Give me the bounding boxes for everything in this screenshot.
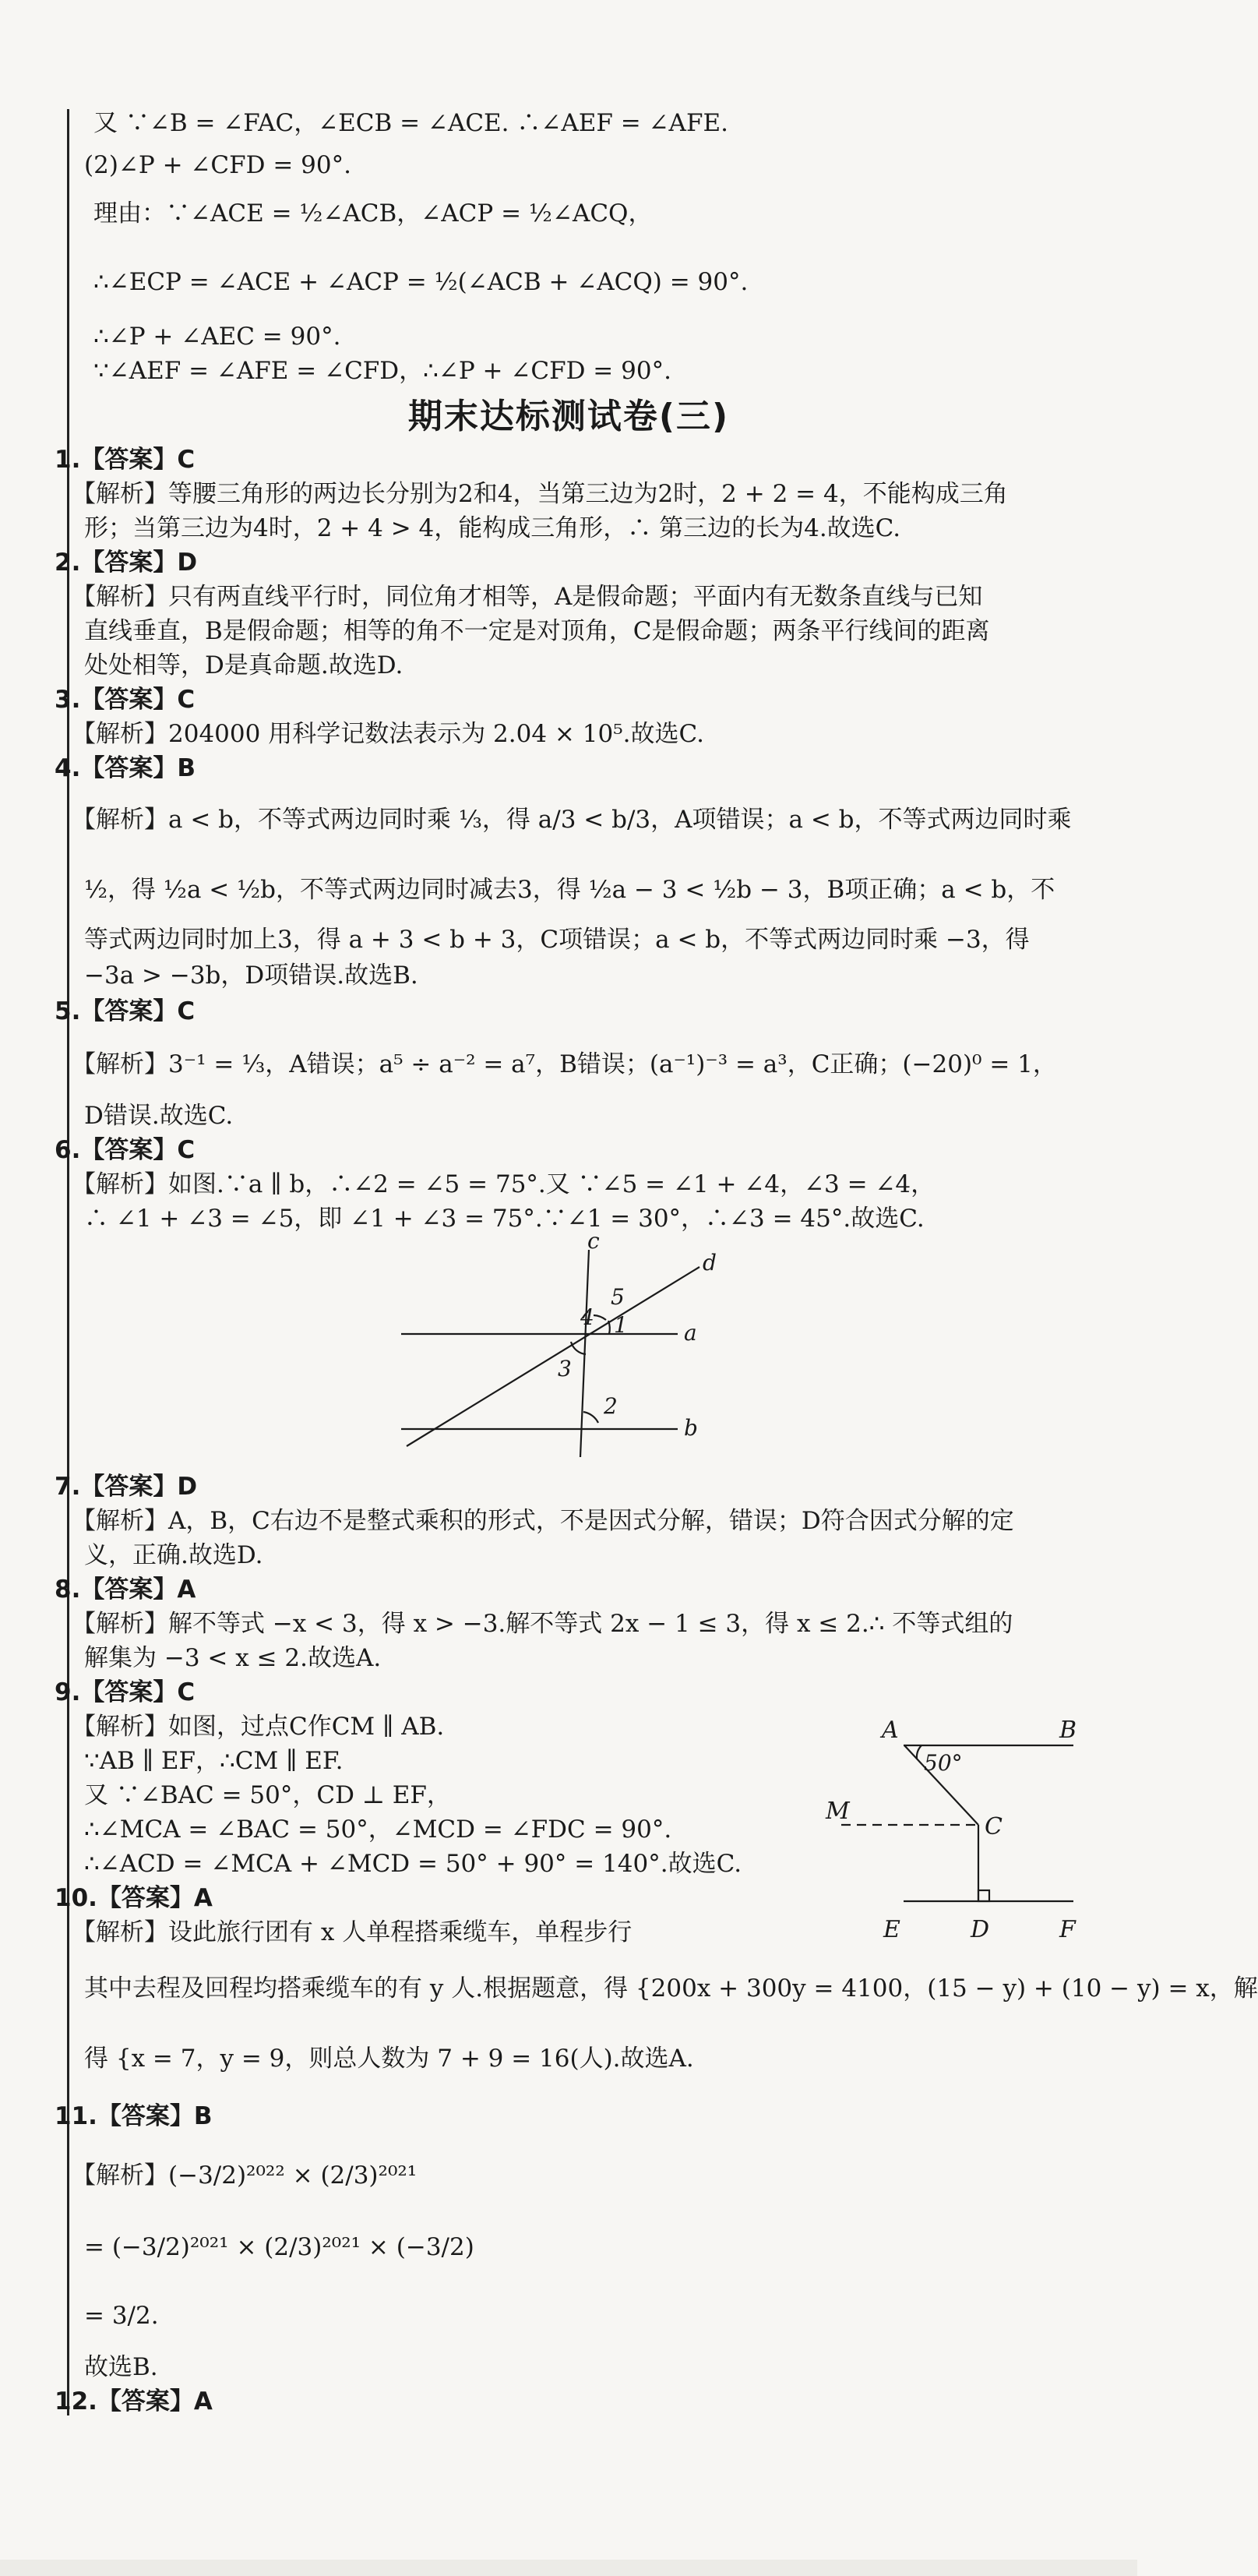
section-title: 期末达标测试卷(三) xyxy=(407,397,730,436)
analysis-6-line-1: 【解析】如图.∵a ∥ b，∴∠2 = ∠5 = 75°.又 ∵∠5 = ∠1 + ∠4，∠3 = ∠4， xyxy=(72,1170,936,1198)
analysis-4-line-4: −3a > −3b，D项错误.故选B. xyxy=(84,962,418,990)
analysis-4-line-2: ½，得 ½a < ½b，不等式两边同时减去3，得 ½a − 3 < ½b − 3，B项正确；a < b，不 xyxy=(84,876,1055,904)
analysis-7-line-1: 【解析】A，B，C右边不是整式乘积的形式，不是因式分解，错误；D符合因式分解的定 xyxy=(72,1507,1014,1535)
label-1: 1 xyxy=(614,1312,628,1338)
answer-6: 6.【答案】C xyxy=(55,1136,196,1164)
label-50deg: 50° xyxy=(924,1750,963,1776)
analysis-9-line-3: 又 ∵∠BAC = 50°，CD ⊥ EF， xyxy=(84,1781,451,1809)
analysis-10-line-1: 【解析】设此旅行团有 x 人单程搭乘缆车，单程步行 xyxy=(72,1918,633,1946)
label-B: B xyxy=(1059,1717,1077,1744)
answer-11: 11.【答案】B xyxy=(55,2102,213,2130)
analysis-8-line-1: 【解析】解不等式 −x < 3，得 x > −3.解不等式 2x − 1 ≤ 3，得 x ≤ 2.∴ 不等式组的 xyxy=(72,1610,1013,1638)
analysis-9-line-5: ∴∠ACD = ∠MCA + ∠MCD = 50° + 90° = 140°.故选C. xyxy=(84,1850,742,1878)
label-b: b xyxy=(684,1415,698,1441)
label-c: c xyxy=(587,1228,600,1254)
figure-cm-parallel xyxy=(826,1711,1091,1945)
label-4: 4 xyxy=(580,1304,594,1330)
analysis-1-line-2: 形；当第三边为4时，2 + 4 > 4，能构成三角形，∴ 第三边的长为4.故选C. xyxy=(84,514,901,542)
analysis-9-line-2: ∵AB ∥ EF，∴CM ∥ EF. xyxy=(84,1747,344,1775)
analysis-11-line-2: = (−3/2)²⁰²¹ × (2/3)²⁰²¹ × (−3/2) xyxy=(84,2233,474,2261)
analysis-7-line-2: 义，正确.故选D. xyxy=(84,1541,263,1569)
answer-12: 12.【答案】A xyxy=(55,2387,213,2415)
analysis-6-line-2: ∴ ∠1 + ∠3 = ∠5，即 ∠1 + ∠3 = 75°.∵∠1 = 30°，∴∠3 = 45°.故选C. xyxy=(84,1205,925,1233)
label-D: D xyxy=(971,1916,990,1943)
top-line-1: 又 ∵∠B = ∠FAC，∠ECB = ∠ACE. ∴∠AEF = ∠AFE. xyxy=(93,109,728,137)
label-A: A xyxy=(882,1717,899,1744)
analysis-2-line-1: 【解析】只有两直线平行时，同位角才相等，A是假命题；平面内有无数条直线与已知 xyxy=(72,583,983,611)
analysis-9-line-4: ∴∠MCA = ∠BAC = 50°，∠MCD = ∠FDC = 90°. xyxy=(84,1816,672,1844)
top-line-3: 理由：∵∠ACE = ½∠ACB，∠ACP = ½∠ACQ， xyxy=(93,199,653,228)
label-M: M xyxy=(826,1798,850,1825)
analysis-10-line-2: 其中去程及回程均搭乘缆车的有 y 人.根据题意，得 {200x + 300y = 4100，(15 − y) + (10 − y) = x，解 xyxy=(84,1974,1258,2003)
answer-2: 2.【答案】D xyxy=(55,549,198,577)
label-2: 2 xyxy=(604,1393,618,1419)
analysis-8-line-2: 解集为 −3 < x ≤ 2.故选A. xyxy=(84,1644,382,1672)
label-a: a xyxy=(684,1320,697,1346)
answer-5: 5.【答案】C xyxy=(55,997,196,1025)
top-line-6: ∵∠AEF = ∠AFE = ∠CFD，∴∠P + ∠CFD = 90°. xyxy=(93,357,671,385)
analysis-9-line-1: 【解析】如图，过点C作CM ∥ AB. xyxy=(72,1713,445,1741)
analysis-4-line-1: 【解析】a < b，不等式两边同时乘 ⅓，得 a/3 < b/3，A项错误；a < b，不等式两边同时乘 xyxy=(72,806,1072,834)
answer-10: 10.【答案】A xyxy=(55,1884,213,1912)
answer-1: 1.【答案】C xyxy=(55,446,196,474)
analysis-5-line-2: D错误.故选C. xyxy=(84,1102,234,1130)
page-bottom-band xyxy=(0,2560,1137,2576)
label-C: C xyxy=(985,1813,1003,1840)
analysis-11-line-4: 故选B. xyxy=(84,2353,158,2381)
answer-8: 8.【答案】A xyxy=(55,1576,196,1604)
top-line-4: ∴∠ECP = ∠ACE + ∠ACP = ½(∠ACB + ∠ACQ) = 90°. xyxy=(93,268,749,296)
top-line-5: ∴∠P + ∠AEC = 90°. xyxy=(93,323,341,351)
label-5: 5 xyxy=(611,1284,625,1310)
analysis-2-line-2: 直线垂直，B是假命题；相等的角不一定是对顶角，C是假命题；两条平行线间的距离 xyxy=(84,617,990,645)
analysis-2-line-3: 处处相等，D是真命题.故选D. xyxy=(84,651,403,679)
answer-4: 4.【答案】B xyxy=(55,754,196,782)
answer-3: 3.【答案】C xyxy=(55,686,196,714)
label-3: 3 xyxy=(558,1356,572,1382)
analysis-1-line-1: 【解析】等腰三角形的两边长分别为2和4，当第三边为2时，2 + 2 = 4，不能构成三角 xyxy=(72,480,1008,508)
answer-7: 7.【答案】D xyxy=(55,1473,198,1501)
label-F: F xyxy=(1059,1916,1076,1943)
figure-parallel-lines xyxy=(389,1228,732,1465)
analysis-3-line-1: 【解析】204000 用科学记数法表示为 2.04 × 10⁵.故选C. xyxy=(72,720,704,748)
label-d: d xyxy=(703,1250,717,1276)
label-E: E xyxy=(883,1916,900,1943)
analysis-10-line-3: 得 {x = 7，y = 9，则总人数为 7 + 9 = 16(人).故选A. xyxy=(84,2045,694,2073)
answer-9: 9.【答案】C xyxy=(55,1678,196,1706)
analysis-5-line-1: 【解析】3⁻¹ = ⅓，A错误；a⁵ ÷ a⁻² = a⁷，B错误；(a⁻¹)⁻³ = a³，C正确；(−20)⁰ = 1， xyxy=(72,1050,1057,1078)
analysis-4-line-3: 等式两边同时加上3，得 a + 3 < b + 3，C项错误；a < b，不等式两边同时乘 −3，得 xyxy=(84,926,1030,954)
analysis-11-line-1: 【解析】(−3/2)²⁰²² × (2/3)²⁰²¹ xyxy=(72,2161,418,2190)
analysis-11-line-3: = 3/2. xyxy=(84,2302,159,2330)
top-line-2: (2)∠P + ∠CFD = 90°. xyxy=(84,151,351,179)
